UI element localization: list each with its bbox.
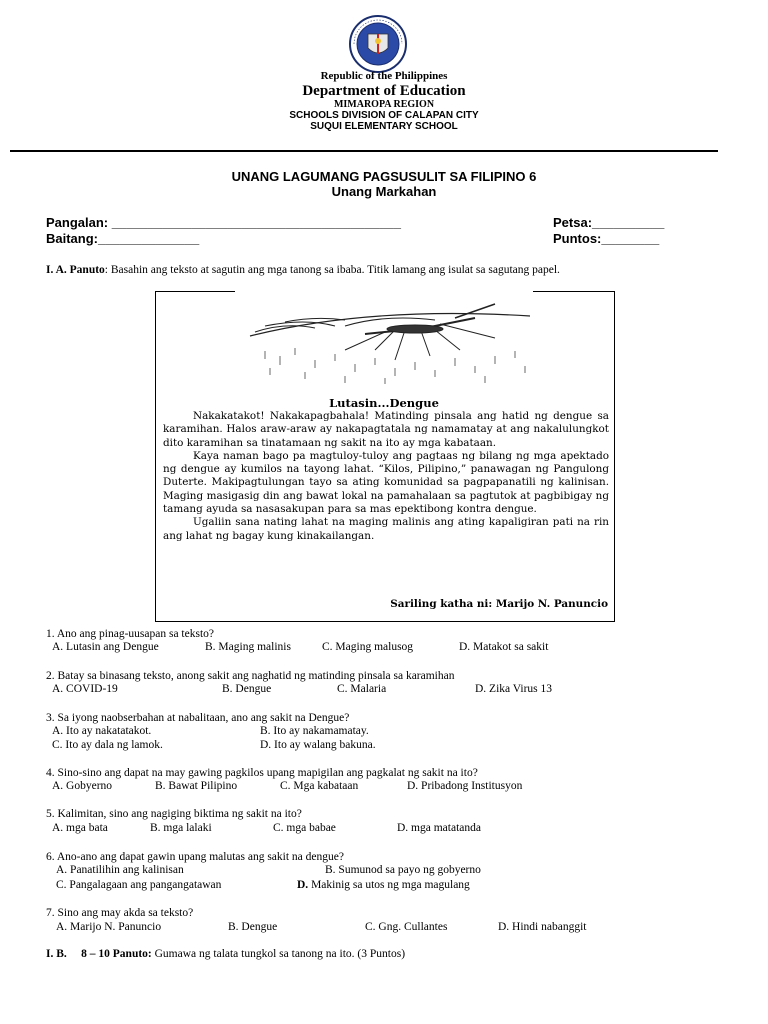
option-7b[interactable]: B. Dengue (228, 921, 278, 933)
exam-subtitle: Unang Markahan (331, 184, 437, 199)
option-2a[interactable]: A. COVID-19 (52, 683, 118, 695)
option-6d-text: Makinig sa utos ng mga magulang (311, 879, 470, 891)
option-2b[interactable]: B. Dengue (222, 683, 272, 695)
option-4a[interactable]: A. Gobyerno (52, 780, 113, 792)
option-5b[interactable]: B. mga lalaki (150, 822, 212, 834)
option-3a[interactable]: A. Ito ay nakatatakot. (52, 725, 152, 737)
option-1a[interactable]: A. Lutasin ang Dengue (52, 641, 159, 653)
republic-line: Republic of the Philippines (320, 70, 448, 82)
mosquito-illustration (245, 296, 535, 388)
instruction-b-label: I. B. 8 – 10 Panuto: (46, 948, 152, 960)
header-divider (10, 150, 718, 152)
option-4b[interactable]: B. Bawat Pilipino (155, 780, 238, 792)
name-field[interactable]: Pangalan: ________________________________________ (46, 215, 401, 230)
option-3c[interactable]: C. Ito ay dala ng lamok. (52, 739, 163, 751)
option-7d[interactable]: D. Hindi nabanggit (498, 921, 587, 933)
passage-credit: Sariling katha ni: Marijo N. Panuncio (390, 598, 608, 610)
option-5d[interactable]: D. mga matatanda (397, 822, 481, 834)
exam-title: UNANG LAGUMANG PAGSUSULIT SA FILIPINO 6 (231, 169, 537, 184)
question-4: 4. Sino-sino ang dapat na may gawing pagkilos upang mapigilan ang pagkalat ng sakit na ito? (46, 767, 478, 779)
option-6d-letter: D. (297, 879, 309, 891)
school-name: SUQUI ELEMENTARY SCHOOL (310, 121, 458, 132)
passage-body (163, 410, 609, 543)
instruction-a-text: : Basahin ang teksto at sagutin ang mga tanong sa ibaba. Titik lamang ang isulat sa sagutang papel. (104, 264, 560, 276)
option-1d[interactable]: D. Matakot sa sakit (459, 641, 549, 653)
option-7a[interactable]: A. Marijo N. Panuncio (56, 921, 162, 933)
option-1b[interactable]: B. Maging malinis (205, 641, 291, 653)
instruction-b-text: Gumawa ng talata tungkol sa tanong na ito. (3 Puntos) (151, 948, 406, 960)
passage-paragraph: Kaya naman bago pa magtuloy-tuloy ang pagtaas ng bilang ng mga apektado ng dengue ay kumilos na tayong lahat. “Kilos, Pilipino,” panawagan ng Pangulong Duterte. Makipagtulungan tayo sa ating komunidad sa pagpapanatili ng kalinisan. Maging masigasig din ang bawat lokal na pamahalaan sa pagtutok at pagbibigay ng tamang ayuda sa nasasakupan para sa mas epektibong kontra dengue. (163, 449, 609, 516)
option-4c[interactable]: C. Mga kabataan (280, 780, 359, 792)
option-6d[interactable] (297, 879, 470, 891)
question-7: 7. Sino ang may akda sa teksto? (46, 907, 194, 919)
instruction-b (46, 948, 405, 960)
deped-seal-logo (340, 14, 416, 74)
instruction-a (46, 264, 560, 276)
option-3b[interactable]: B. Ito ay nakamamatay. (260, 725, 369, 737)
option-5a[interactable]: A. mga bata (52, 822, 108, 834)
division-name: SCHOOLS DIVISION OF CALAPAN CITY (289, 110, 479, 121)
option-4d[interactable]: D. Pribadong Institusyon (407, 780, 523, 792)
instruction-a-label: I. A. Panuto (46, 264, 105, 276)
question-3: 3. Sa iyong naobserbahan at nabalitaan, ano ang sakit na Dengue? (46, 712, 350, 724)
option-7c[interactable]: C. Gng. Cullantes (365, 921, 448, 933)
option-6c[interactable]: C. Pangalagaan ang pangangatawan (56, 879, 222, 891)
passage-title: Lutasin...Dengue (329, 396, 439, 410)
option-1c[interactable]: C. Maging malusog (322, 641, 414, 653)
date-field[interactable]: Petsa:__________ (553, 215, 665, 230)
option-6a[interactable]: A. Panatilihin ang kalinisan (56, 864, 184, 876)
option-2c[interactable]: C. Malaria (337, 683, 387, 695)
question-5: 5. Kalimitan, sino ang nagiging biktima ng sakit na ito? (46, 808, 302, 820)
option-2d[interactable]: D. Zika Virus 13 (475, 683, 553, 695)
score-field[interactable]: Puntos:________ (553, 231, 660, 246)
passage-paragraph: Ugaliin sana nating lahat na maging malinis ang ating kapaligiran pati na rin ang lahat ng bagay kung kinakailangan. (163, 516, 609, 542)
question-2: 2. Batay sa binasang teksto, anong sakit ang naghatid ng matinding pinsala sa karamihan (46, 670, 455, 682)
question-6: 6. Ano-ano ang dapat gawin upang malutas ang sakit na dengue? (46, 851, 344, 863)
grade-field[interactable]: Baitang:______________ (46, 231, 200, 246)
department-name: Department of Education (302, 83, 466, 99)
passage-paragraph: Nakakatakot! Nakakapagbahala! Matinding pinsala ang hatid ng dengue sa karamihan. Halos araw-araw ay nakapagtatala ng namamatay at ang nakalulungkot dito karamihan sa tinatamaan ng sakit na ito ay mga kabataan. (163, 410, 609, 449)
question-1: 1. Ano ang pinag-uusapan sa teksto? (46, 628, 214, 640)
region-name: MIMAROPA REGION (333, 99, 435, 110)
option-6b[interactable]: B. Sumunod sa payo ng gobyerno (325, 864, 481, 876)
option-3d[interactable]: D. Ito ay walang bakuna. (260, 739, 376, 751)
option-5c[interactable]: C. mga babae (273, 822, 336, 834)
